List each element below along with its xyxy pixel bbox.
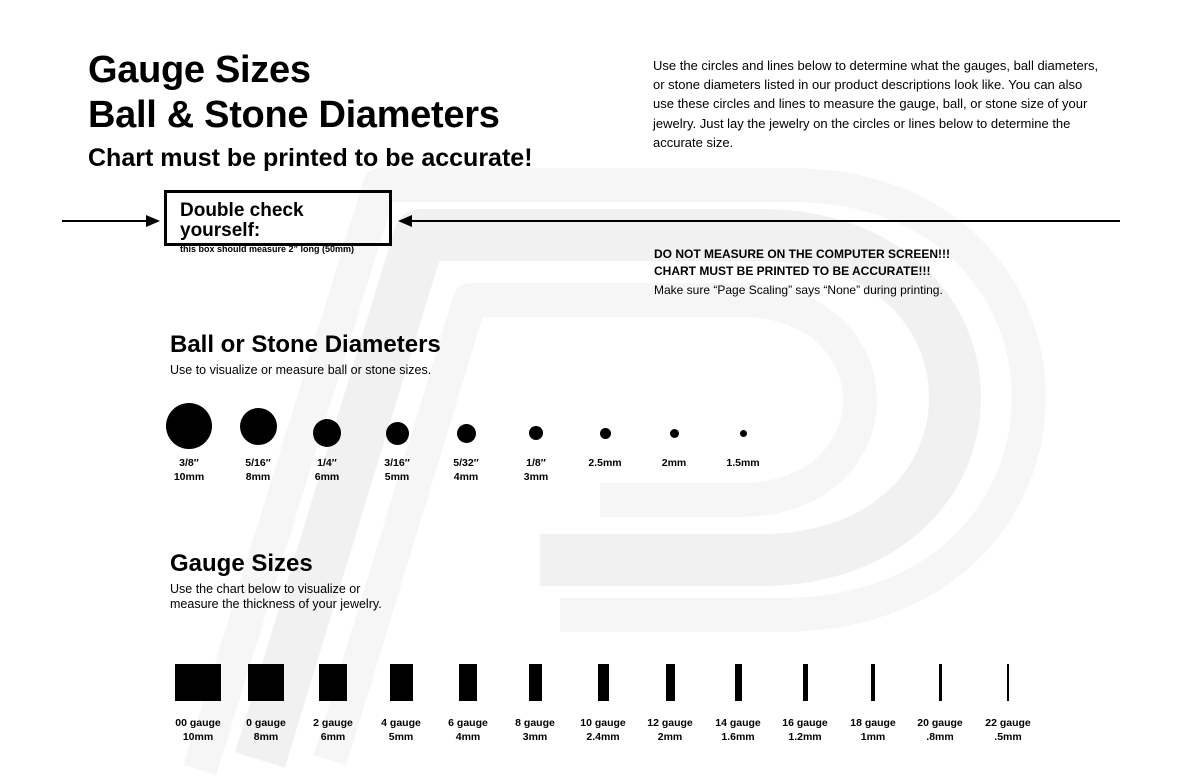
warning-line3: Make sure “Page Scaling” says “None” during printing.: [654, 283, 943, 297]
gauge-label-mm: 1.2mm: [788, 731, 822, 743]
gauge-bar: [735, 664, 742, 701]
page-title-line1: Gauge Sizes: [88, 49, 311, 91]
gauge-bar: [1007, 664, 1009, 701]
left-arrow-icon: [62, 212, 162, 230]
gauge-bar: [390, 664, 413, 701]
ball-label-fraction: 2mm: [661, 457, 687, 469]
check-box-title: Double check yourself:: [180, 200, 304, 241]
ball-label-fraction: 5/16″: [245, 457, 271, 469]
ball-label-fraction: 3/16″: [384, 457, 410, 469]
ball-circle: [386, 422, 409, 445]
ball-label-fraction: 5/32″: [453, 457, 479, 469]
gauge-label-name: 12 gauge: [647, 717, 693, 729]
gauge-label-name: 2 gauge: [313, 717, 353, 729]
ball-label: [703, 456, 783, 470]
gauge-bar: [248, 664, 284, 701]
ball-label: [357, 456, 437, 484]
gauge-label-mm: 5mm: [388, 731, 414, 743]
ball-label-mm: 4mm: [453, 471, 479, 483]
ball-circle: [166, 403, 212, 449]
print-warning: [654, 246, 950, 299]
gauge-label-name: 4 gauge: [381, 717, 421, 729]
ball-circle: [457, 424, 476, 443]
ball-label: [287, 456, 367, 484]
ball-label-mm: 10mm: [173, 471, 205, 483]
gauge-bar: [803, 664, 808, 701]
right-arrow-icon: [396, 212, 1122, 230]
ball-label: [426, 456, 506, 484]
gauge-label-mm: 4mm: [455, 731, 481, 743]
gauge-label-name: 22 gauge: [985, 717, 1031, 729]
ball-label-mm: 8mm: [245, 471, 271, 483]
gauge-label-name: 14 gauge: [715, 717, 761, 729]
ball-label-mm: 6mm: [314, 471, 340, 483]
ball-label-mm: 5mm: [384, 471, 410, 483]
warning-line1: DO NOT MEASURE ON THE COMPUTER SCREEN!!!: [654, 247, 951, 261]
ball-label-fraction: 2.5mm: [588, 457, 622, 469]
page-subtitle: Chart must be printed to be accurate!: [88, 144, 533, 172]
ball-circle: [740, 430, 747, 437]
gauge-bar: [598, 664, 609, 701]
gauge-label-mm: 8mm: [253, 731, 279, 743]
ball-label-fraction: 1.5mm: [726, 457, 760, 469]
ball-label-fraction: 3/8″: [179, 457, 199, 469]
ball-label-mm: 3mm: [523, 471, 549, 483]
gauge-section-title: Gauge Sizes: [170, 550, 313, 577]
gauge-bar: [939, 664, 942, 701]
ball-circle: [600, 428, 611, 439]
gauge-label-name: 20 gauge: [917, 717, 963, 729]
measure-check-box: [164, 190, 392, 254]
gauge-label-mm: 2mm: [657, 731, 683, 743]
gauge-label-mm: 6mm: [320, 731, 346, 743]
ball-circle: [529, 426, 543, 440]
ball-section-description: Use to visualize or measure ball or stone sizes.: [170, 363, 432, 377]
ball-label: [149, 456, 229, 484]
gauge-label-name: 8 gauge: [515, 717, 555, 729]
gauge-label-name: 00 gauge: [175, 717, 221, 729]
gauge-label-name: 6 gauge: [448, 717, 488, 729]
ball-circle: [670, 429, 679, 438]
ball-label: [634, 456, 714, 470]
ball-circle: [313, 419, 341, 447]
gauge-section-description-line1: Use the chart below to visualize or: [170, 582, 361, 596]
gauge-label-name: 0 gauge: [246, 717, 286, 729]
gauge-label-mm: .8mm: [926, 731, 954, 743]
gauge-label-mm: 3mm: [522, 731, 548, 743]
gauge-label-mm: 10mm: [182, 731, 214, 743]
gauge-section-description-line2: measure the thickness of your jewelry.: [170, 597, 382, 611]
gauge-label-mm: 2.4mm: [586, 731, 620, 743]
page-title-line2: Ball & Stone Diameters: [88, 94, 500, 136]
gauge-label: [968, 716, 1048, 744]
ball-label: [496, 456, 576, 484]
ball-section-title: Ball or Stone Diameters: [170, 331, 441, 358]
gauge-label-mm: .5mm: [994, 731, 1022, 743]
gauge-label-name: 10 gauge: [580, 717, 626, 729]
gauge-label-mm: 1.6mm: [721, 731, 755, 743]
ball-label: [218, 456, 298, 484]
gauge-label-name: 16 gauge: [782, 717, 828, 729]
gauge-bar: [529, 664, 542, 701]
intro-text: Use the circles and lines below to determine what the gauges, ball diameters, or stone diameters listed in our product descriptions look like. You can also use these circles and lines to measure the gauge, ball, or stone size of your jewelry. Just lay the jewelry on the circles or lines below to determine the accurate size.: [653, 58, 1099, 150]
gauge-bar: [871, 664, 875, 701]
gauge-bar: [319, 664, 347, 701]
gauge-label-mm: 1mm: [860, 731, 886, 743]
gauge-bar: [459, 664, 477, 701]
check-box-subtitle: this box should measure 2” long (50mm): [180, 244, 355, 254]
gauge-label-name: 18 gauge: [850, 717, 896, 729]
ball-label-fraction: 1/8″: [526, 457, 546, 469]
ball-label: [565, 456, 645, 470]
gauge-bar: [175, 664, 221, 701]
ball-label-fraction: 1/4″: [317, 457, 337, 469]
ball-circle: [240, 408, 277, 445]
gauge-bar: [666, 664, 675, 701]
warning-line2: CHART MUST BE PRINTED TO BE ACCURATE!!!: [654, 264, 931, 278]
